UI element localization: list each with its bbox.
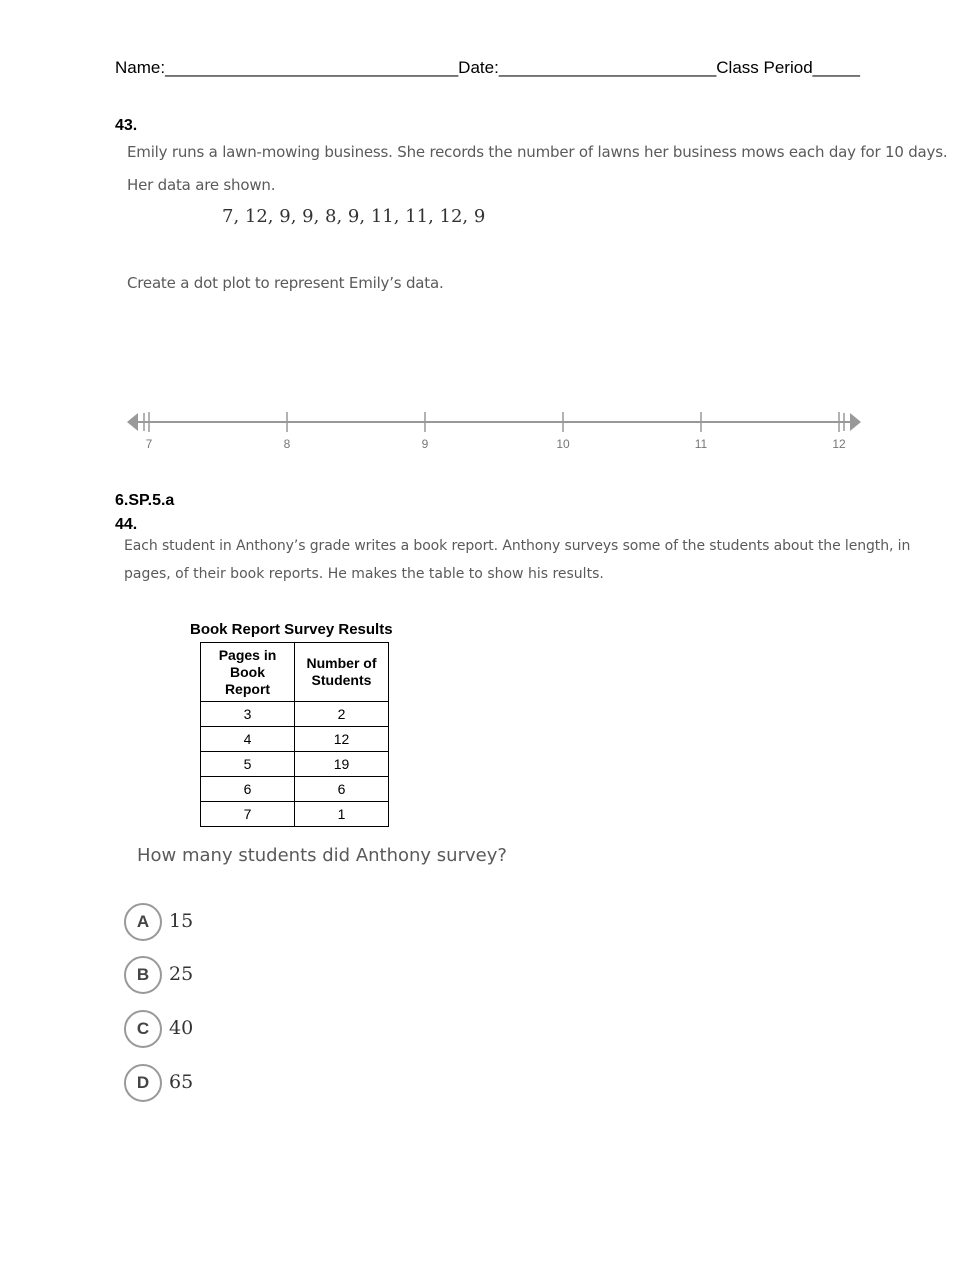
- class-period-blank[interactable]: _____: [812, 58, 860, 77]
- choice-a-value: 15: [169, 910, 194, 932]
- table-header-pages: Pages in Book Report: [201, 643, 295, 702]
- table-row: [201, 752, 389, 777]
- choice-d-bubble[interactable]: D: [124, 1064, 162, 1102]
- question-43-data-list: 7, 12, 9, 9, 8, 9, 11, 11, 12, 9: [222, 206, 486, 227]
- question-43-prompt: Create a dot plot to represent Emily’s data.: [127, 274, 444, 292]
- worksheet-header: [115, 58, 860, 78]
- question-44-number: 44.: [115, 516, 138, 533]
- number-line-tick-label: 10: [556, 437, 570, 451]
- table-row: [201, 802, 389, 827]
- number-line-tick-label: 7: [145, 437, 153, 451]
- choice-b-value: 25: [169, 963, 194, 985]
- question-44-text-line1: Each student in Anthony’s grade writes a book report. Anthony surveys some of the students about the length, in: [124, 538, 911, 554]
- number-line-tick-label: 9: [421, 437, 429, 451]
- table-cell-pages: 3: [201, 702, 295, 727]
- choice-a-bubble[interactable]: A: [124, 903, 162, 941]
- choice-c-bubble[interactable]: C: [124, 1010, 162, 1048]
- table-cell-students: 2: [295, 702, 389, 727]
- table-cell-pages: 6: [201, 777, 295, 802]
- number-line-tick-label: 12: [832, 437, 846, 451]
- table-cell-students: 12: [295, 727, 389, 752]
- table-row: [201, 702, 389, 727]
- question-43-text-line2: Her data are shown.: [127, 176, 276, 194]
- choice-b-bubble[interactable]: B: [124, 956, 162, 994]
- table-cell-pages: 4: [201, 727, 295, 752]
- date-blank[interactable]: _______________________: [498, 58, 717, 77]
- table-row: [201, 727, 389, 752]
- left-arrow-icon: [127, 413, 138, 431]
- class-period-label: Class Period: [716, 58, 813, 77]
- table-row: [201, 777, 389, 802]
- right-arrow-icon: [850, 413, 861, 431]
- question-44-text-line2: pages, of their book reports. He makes the table to show his results.: [124, 566, 604, 582]
- table-cell-students: 6: [295, 777, 389, 802]
- table-cell-pages: 7: [201, 802, 295, 827]
- table-cell-pages: 5: [201, 752, 295, 777]
- question-44-prompt: How many students did Anthony survey?: [137, 845, 507, 866]
- name-label: Name:: [115, 58, 166, 77]
- table-cell-students: 19: [295, 752, 389, 777]
- survey-table: [200, 642, 389, 827]
- table-header-students: Number of Students: [295, 643, 389, 702]
- question-43-number: 43.: [115, 117, 138, 134]
- number-line-tick-label: 11: [694, 437, 708, 451]
- choice-c-value: 40: [169, 1017, 194, 1039]
- question-43-text-line1: Emily runs a lawn-mowing business. She records the number of lawns her business mows each day for 10 days.: [127, 143, 948, 161]
- date-label: Date:: [458, 58, 499, 77]
- table-title: Book Report Survey Results: [190, 621, 393, 638]
- standard-code: 6.SP.5.a: [115, 492, 175, 509]
- name-blank[interactable]: _______________________________: [165, 58, 459, 77]
- dot-plot-number-line[interactable]: [120, 402, 870, 454]
- table-cell-students: 1: [295, 802, 389, 827]
- number-line-tick-label: 8: [283, 437, 291, 451]
- choice-d-value: 65: [169, 1071, 194, 1093]
